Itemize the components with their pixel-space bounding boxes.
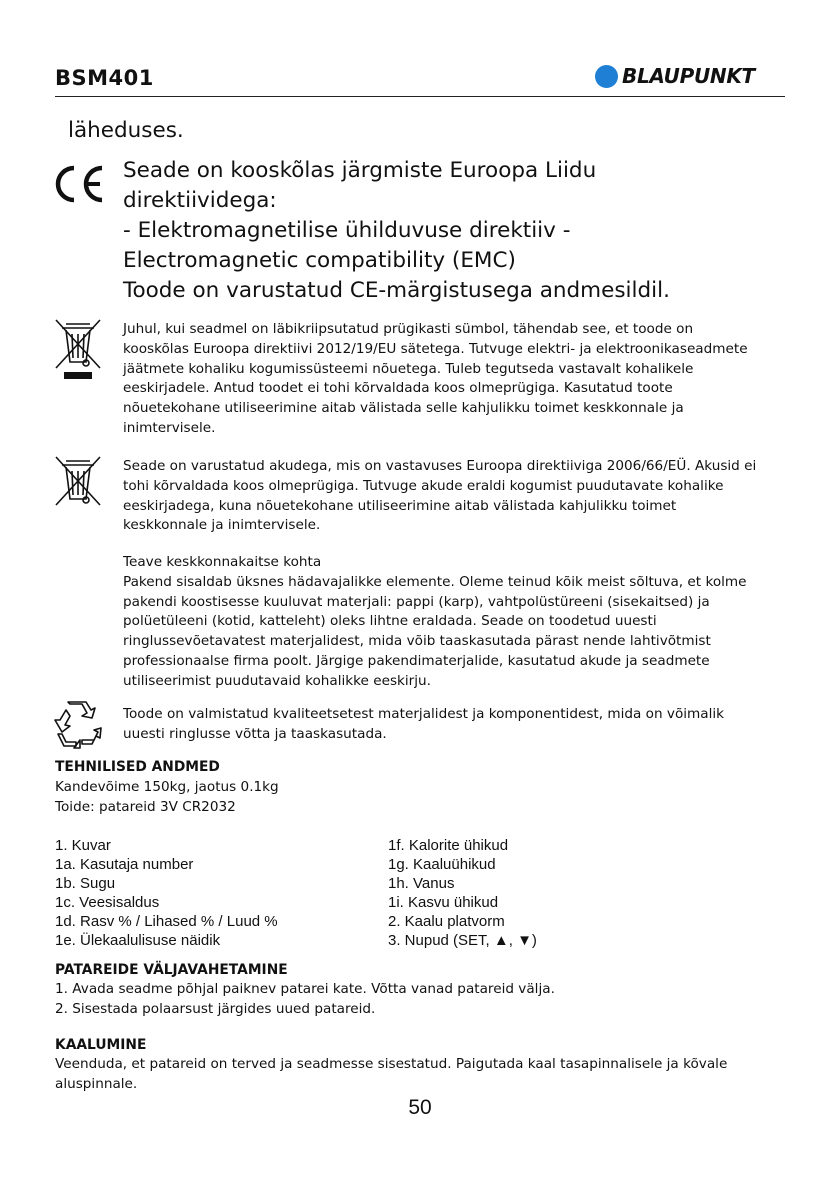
text-line: pakendi koostisesse kuuluvat materjali: pappi (karp), vahtpolüstüreeni (sisekaitsed) ja — [123, 593, 710, 610]
list-item: 3. Nupud (SET, ▲, ▼) — [388, 932, 537, 949]
text-line: Toode on valmistatud kvaliteetsetest materjalidest ja komponentidest, mida on võimalik — [123, 706, 725, 722]
text-line: uuesti ringlusse võtta ja taaskasutada. — [123, 725, 387, 742]
battery-replace-steps — [55, 980, 795, 1020]
parts-list-right — [388, 836, 537, 950]
text-line: Pakend sisaldab üksnes hädavajalikke elemente. Oleme teinud kõik meist sõltuva, et kolme — [123, 573, 747, 590]
list-item: 1d. Rasv % / Lihased % / Luud % — [55, 913, 278, 930]
ce-line: Toode on varustatud CE-märgistusega andmesildil. — [123, 278, 670, 303]
ce-line: Electromagnetic compatibility (EMC) — [123, 248, 516, 273]
brand-logo — [595, 64, 755, 88]
list-item: 1g. Kaaluühikud — [388, 856, 496, 873]
header-divider — [55, 96, 785, 97]
ce-line: - Elektromagnetilise ühilduvuse direktiiv - — [123, 218, 571, 243]
text-line: tohi kõrvaldada koos olmeprügiga. Tutvuge akude eraldi kogumist puudutavate kohalike — [123, 477, 724, 494]
text-line: utiliseerimist puudutavaid kohalikke eeskirju. — [123, 672, 431, 689]
text-line: kooskõlas Euroopa direktiivi 2012/19/EU sätetega. Tutvuge elektri- ja elektroonikaseadmete — [123, 340, 748, 357]
environment-paragraph — [123, 553, 803, 692]
brand-dot-icon — [595, 65, 618, 88]
weighing-heading: KAALUMINE — [55, 1037, 147, 1053]
text-line: Toide: patareid 3V CR2032 — [55, 798, 236, 815]
list-item: 1e. Ülekaalulisuse näidik — [55, 932, 221, 949]
text-line: keskkonnale ja inimtervisele. — [123, 517, 321, 534]
text-line: jäätmete kohaliku kogumissüsteemi nõuetega. Tuleb tegutseda vastavalt kohalikele — [123, 360, 694, 377]
battery-paragraph — [123, 457, 803, 536]
list-item: 1f. Kalorite ühikud — [388, 837, 509, 854]
text-line: aluspinnale. — [55, 1075, 138, 1092]
parts-list-left — [55, 836, 278, 950]
text-line: 2. Sisestada polaarsust järgides uued patareid. — [55, 1000, 376, 1017]
weee-paragraph — [123, 320, 803, 439]
recycle-paragraph — [123, 705, 803, 745]
list-item: 1c. Veesisaldus — [55, 894, 160, 911]
ce-mark-icon — [52, 164, 108, 204]
list-item: 1b. Sugu — [55, 875, 116, 892]
list-item: 2. Kaalu platvorm — [388, 913, 505, 930]
list-item: 1. Kuvar — [55, 837, 111, 854]
text-line: eeskirjadega, kuna nõuetekohane utiliseerimine aitab välistada kahjulikku toimet — [123, 497, 677, 514]
list-item: 1a. Kasutaja number — [55, 856, 194, 873]
text-line: ringlussevõetavatest materjalidest, mida võib taaskasutada pärast nende lahtivõtmist — [123, 633, 711, 650]
weighing-text — [55, 1055, 795, 1095]
list-item: 1h. Vanus — [388, 875, 455, 892]
model-name: BSM401 — [55, 66, 154, 90]
crossed-bin-battery-icon — [52, 455, 104, 519]
continuation-text: läheduses. — [68, 118, 184, 143]
ce-declaration — [123, 156, 813, 306]
text-line: Kandevõime 150kg, jaotus 0.1kg — [55, 779, 279, 795]
ce-line: Seade on kooskõlas järgmiste Euroopa Liidu — [123, 158, 597, 183]
recycle-icon — [52, 700, 104, 750]
battery-replace-heading: PATAREIDE VÄLJAVAHETAMINE — [55, 962, 288, 978]
crossed-bin-icon — [52, 318, 104, 382]
text-line: inimtervisele. — [123, 419, 216, 436]
text-line: professionaalse firma poolt. Järgige pakendimaterjalide, kasutatud akude ja seadmete — [123, 652, 710, 669]
page-number: 50 — [408, 1096, 432, 1119]
environment-heading: Teave keskkonnakaitse kohta — [123, 554, 322, 570]
text-line: nõuetekohane utiliseerimine aitab välistada selle kahjulikku toimet keskkonnale ja — [123, 400, 684, 417]
tech-specs — [55, 778, 755, 818]
text-line: Juhul, kui seadmel on läbikriipsutatud prügikasti sümbol, tähendab see, et toode on — [123, 321, 694, 337]
text-line: Veenduda, et patareid on terved ja seadmesse sisestatud. Paigutada kaal tasapinnalisele ja kõvale — [55, 1056, 728, 1072]
text-line: 1. Avada seadme põhjal paiknev patarei kate. Võtta vanad patareid välja. — [55, 981, 555, 997]
list-item: 1i. Kasvu ühikud — [388, 894, 499, 911]
text-line: eeskirjadele. Antud toodet ei tohi kõrvaldada koos olmeprügiga. Kasutatud toote — [123, 380, 673, 397]
brand-name: BLAUPUNKT — [622, 64, 755, 88]
tech-heading: TEHNILISED ANDMED — [55, 759, 220, 775]
text-line: Seade on varustatud akudega, mis on vastavuses Euroopa direktiiviga 2006/66/EÜ. Akusid ei — [123, 458, 757, 474]
ce-line: direktiividega: — [123, 188, 277, 213]
text-line: polüetüleeni (kotid, katteleht) oleks lihtne eraldada. Seade on toodetud uuesti — [123, 613, 657, 630]
